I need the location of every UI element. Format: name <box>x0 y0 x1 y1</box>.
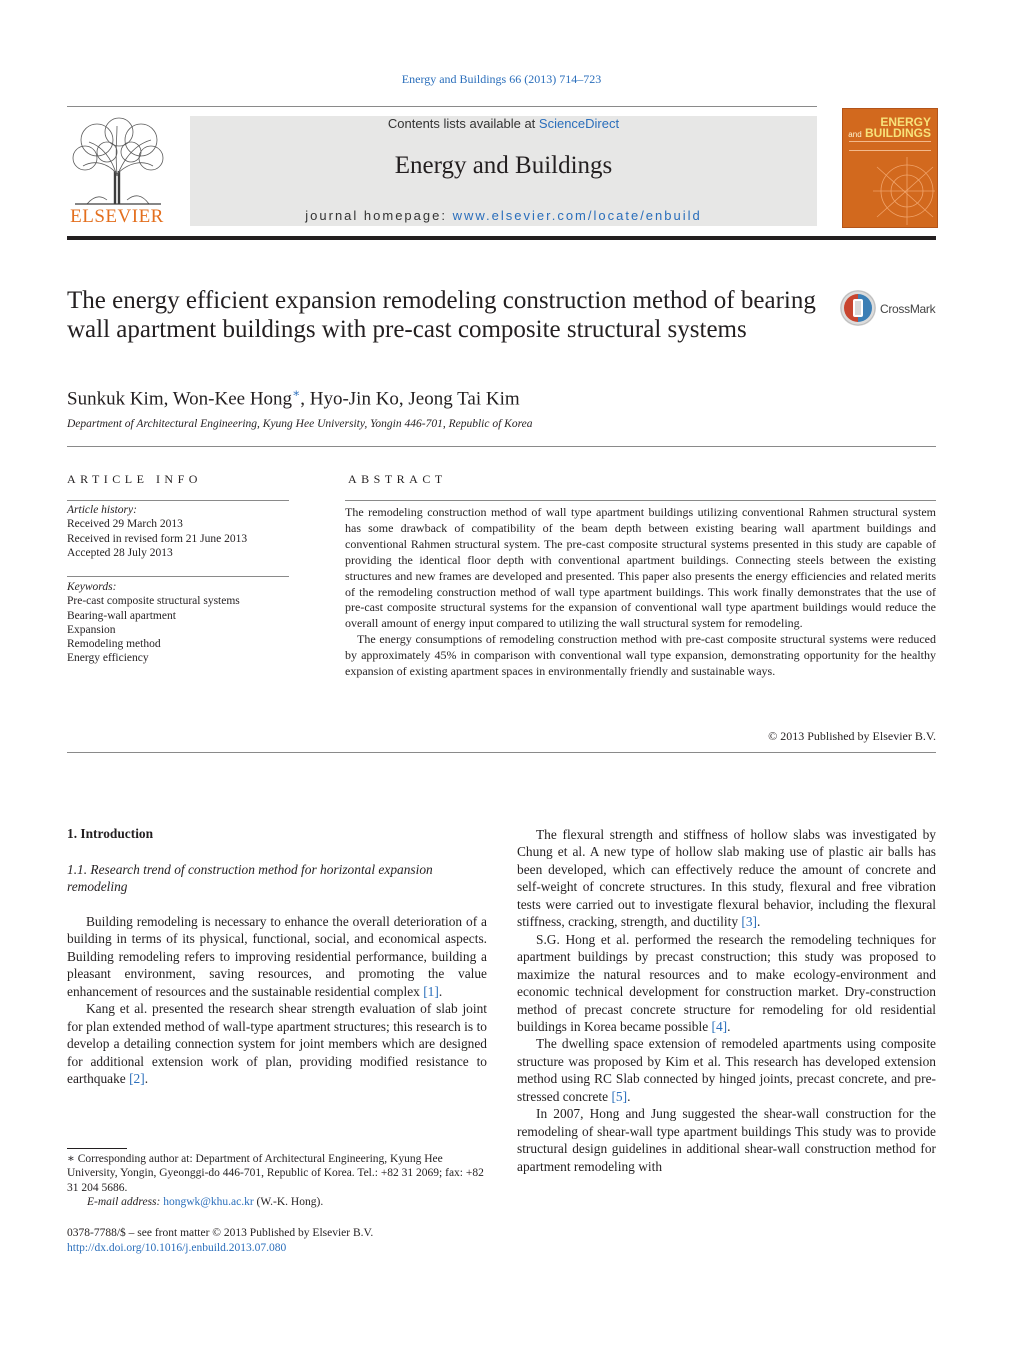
cover-title-energy: ENERGY <box>880 115 931 129</box>
elsevier-tree-icon <box>67 116 167 208</box>
section-heading-introduction: 1. Introduction <box>67 826 154 841</box>
corresponding-author-mark[interactable]: ∗ <box>292 386 301 400</box>
body-paragraph <box>67 1000 487 1087</box>
footnote-text: Corresponding author at: Department of Architectural Engineering, Kyung Hee University, Yongin, Gyeonggi-do 446-701, Republic of Korea. Tel.: +82 31 2069; fax: +82 31 204 5686. <box>67 1153 484 1194</box>
footnote-divider <box>67 1148 127 1149</box>
journal-cover-thumbnail[interactable] <box>842 108 938 228</box>
author-email-link[interactable]: hongwk@khu.ac.kr <box>163 1195 254 1208</box>
reference-link-4[interactable]: [4] <box>711 1018 728 1034</box>
cover-graphic-icon <box>873 157 935 225</box>
body-paragraph: In 2007, Hong and Jung suggested the shear-wall construction for the remodeling of shear-wall type apartment buildings This study was to provide structural design guidelines in additional shear-wall construction method for apartment remodeling with <box>517 1106 936 1174</box>
paragraph-text: The flexural strength and stiffness of hollow slabs was investigated by Chung et al. A new type of hollow slab making use of plastic air balls has been developed, which can effectively reduce the amount of concrete and self-weight of concrete structures. In this study, flexural and free vibration tests were carried out to investigate flexural behavior, including the flexural stiffness, cracking, strength, and ductility <box>517 827 936 930</box>
footnote-email-line <box>67 1195 487 1209</box>
body-paragraph <box>517 931 936 1036</box>
reference-link-2[interactable]: [2] <box>129 1071 145 1087</box>
period: . <box>727 1018 731 1034</box>
keyword-item: Expansion <box>67 623 116 636</box>
corresponding-author-footnote <box>67 1152 487 1209</box>
article-title: The energy efficient expansion remodeling construction method of bearing wall apartment buildings with pre-cast composite structural systems <box>67 287 816 343</box>
journal-homepage-line <box>190 208 817 223</box>
crossmark-icon <box>840 290 876 326</box>
author-list <box>67 386 520 410</box>
authors-rest: , Hyo-Jin Ko, Jeong Tai Kim <box>300 388 520 410</box>
affiliation-divider <box>67 446 936 447</box>
history-revised: Received in revised form 21 June 2013 <box>67 532 248 545</box>
reference-link-3[interactable]: [3] <box>741 914 757 930</box>
article-info-heading: ARTICLE INFO <box>67 472 202 486</box>
period: . <box>627 1088 631 1104</box>
doi-link[interactable]: http://dx.doi.org/10.1016/j.enbuild.2013.07.080 <box>67 1242 287 1254</box>
body-right-column <box>517 826 936 1175</box>
keyword-item: Remodeling method <box>67 638 161 651</box>
period: . <box>438 983 443 999</box>
keyword-item: Energy efficiency <box>67 652 149 665</box>
cover-title-and: and <box>848 130 862 139</box>
keyword-item: Bearing-wall apartment <box>67 609 176 622</box>
email-suffix: (W.-K. Hong). <box>253 1195 324 1208</box>
sciencedirect-link[interactable]: ScienceDirect <box>538 116 620 131</box>
homepage-prefix: journal homepage: <box>305 208 453 223</box>
paragraph-text: Building remodeling is necessary to enhance the overall deterioration of a building in terms of its physical, functional, social, and economical aspects. Building remodeling refers to improving residential performance, building a pleasant environment, saving resources, and promoting the value enhancement of resources and the sustainable residential complex <box>67 914 487 999</box>
footnote-corresponding <box>67 1152 487 1195</box>
paragraph-text: S.G. Hong et al. performed the research the remodeling techniques for apartment buildings by precast construction; this study was proposed to maximize the natural resources and to make ecology-environment and economic technical development for construction market. Dry-construction method of precast concrete structure for remodeling for old residential buildings in Korea became possible <box>517 931 936 1034</box>
keywords-label: Keywords: <box>67 581 117 593</box>
keywords-list <box>67 580 289 666</box>
history-accepted: Accepted 28 July 2013 <box>67 546 173 559</box>
abstract-body <box>345 505 936 680</box>
abstract-divider <box>345 500 936 501</box>
front-matter-info <box>67 1226 373 1256</box>
reference-link-1[interactable]: [1] <box>423 983 439 999</box>
history-received: Received 29 March 2013 <box>67 518 183 531</box>
issn-line: 0378-7788/$ – see front matter © 2013 Published by Elsevier B.V. <box>67 1227 374 1239</box>
subsection-heading: 1.1. Research trend of construction method for horizontal expansion remodeling <box>67 862 433 895</box>
article-history <box>67 503 289 560</box>
keyword-item: Pre-cast composite structural systems <box>67 595 240 608</box>
header-thick-divider <box>67 236 936 240</box>
contents-prefix: Contents lists available at <box>387 116 539 131</box>
header-divider <box>67 106 817 107</box>
article-info-divider <box>67 500 289 501</box>
footnote-mark: ∗ <box>67 1153 75 1165</box>
keywords-divider <box>67 576 289 577</box>
abstract-copyright: © 2013 Published by Elsevier B.V. <box>768 729 936 743</box>
abstract-paragraph: The energy consumptions of remodeling construction method with pre-cast composite structural systems were reduced by approximately 45% in comparison with conventional wall type expansion, demonstrating opportunity for the healthy expansion of existing apartment spaces in environmentally friendly and sustainable ways. <box>345 632 936 679</box>
cover-title-buildings: BUILDINGS <box>865 126 931 140</box>
body-paragraph <box>67 913 487 1000</box>
body-paragraph <box>517 826 936 931</box>
abstract-paragraph: The remodeling construction method of wall type apartment buildings utilizing conventional Rahmen structural system has some drawback of compatibility of the beam depth between existing bearing wall apartment buildings and conventional Rahmen structural system. The pre-cast composite structural systems presented in this study are capable of providing the identical floor depth with conventional apartment buildings. Connecting steels between the existing structures and new frames are developed and presented. This paper also presents the energy efficiencies and related merits of the remodeling construction method of wall type apartment buildings. This work finally demonstrates that the use of pre-cast composite structural systems for the expansion of conventional wall type apartment buildings would reduce the overall amount of energy input compared to utilizing the wall structural system for remodeling. <box>345 505 936 631</box>
body-paragraph <box>517 1035 936 1105</box>
contents-availability-line <box>190 116 817 131</box>
authors-first: Sunkuk Kim, Won-Kee Hong <box>67 388 293 410</box>
author-affiliation: Department of Architectural Engineering, Kyung Hee University, Yongin 446-701, Republic of Korea <box>67 418 533 430</box>
crossmark-badge[interactable] <box>840 290 940 330</box>
paragraph-text: Kang et al. presented the research shear strength evaluation of slab joint for plan extended method of wall-type apartment structures; this research is to develop a detailing connection system for joint members which are designed for additional extension work of plan, providing modified resistance to earthquake <box>67 1001 487 1087</box>
journal-homepage-link[interactable]: www.elsevier.com/locate/enbuild <box>452 208 702 223</box>
cover-title <box>848 117 931 140</box>
journal-citation-link[interactable]: Energy and Buildings 66 (2013) 714–723 <box>401 72 602 86</box>
crossmark-label: CrossMark <box>880 302 936 316</box>
period: . <box>757 914 761 930</box>
elsevier-wordmark: ELSEVIER <box>70 206 164 227</box>
reference-link-5[interactable]: [5] <box>611 1088 628 1104</box>
period: . <box>144 1071 149 1087</box>
journal-name: Energy and Buildings <box>394 152 613 179</box>
cover-subtitle-band <box>849 141 931 151</box>
email-label: E-mail address: <box>87 1195 164 1208</box>
elsevier-logo <box>67 116 167 228</box>
abstract-bottom-divider <box>67 752 936 753</box>
abstract-heading: ABSTRACT <box>348 472 447 486</box>
body-left-column <box>67 913 487 1088</box>
paragraph-text: The dwelling space extension of remodeled apartments using composite structure was proposed by Kim et al. This research has developed extension method using RC Slab connected by hinged joints, precast concrete, and pre-stressed concrete <box>517 1036 936 1104</box>
history-label: Article history: <box>67 504 137 516</box>
